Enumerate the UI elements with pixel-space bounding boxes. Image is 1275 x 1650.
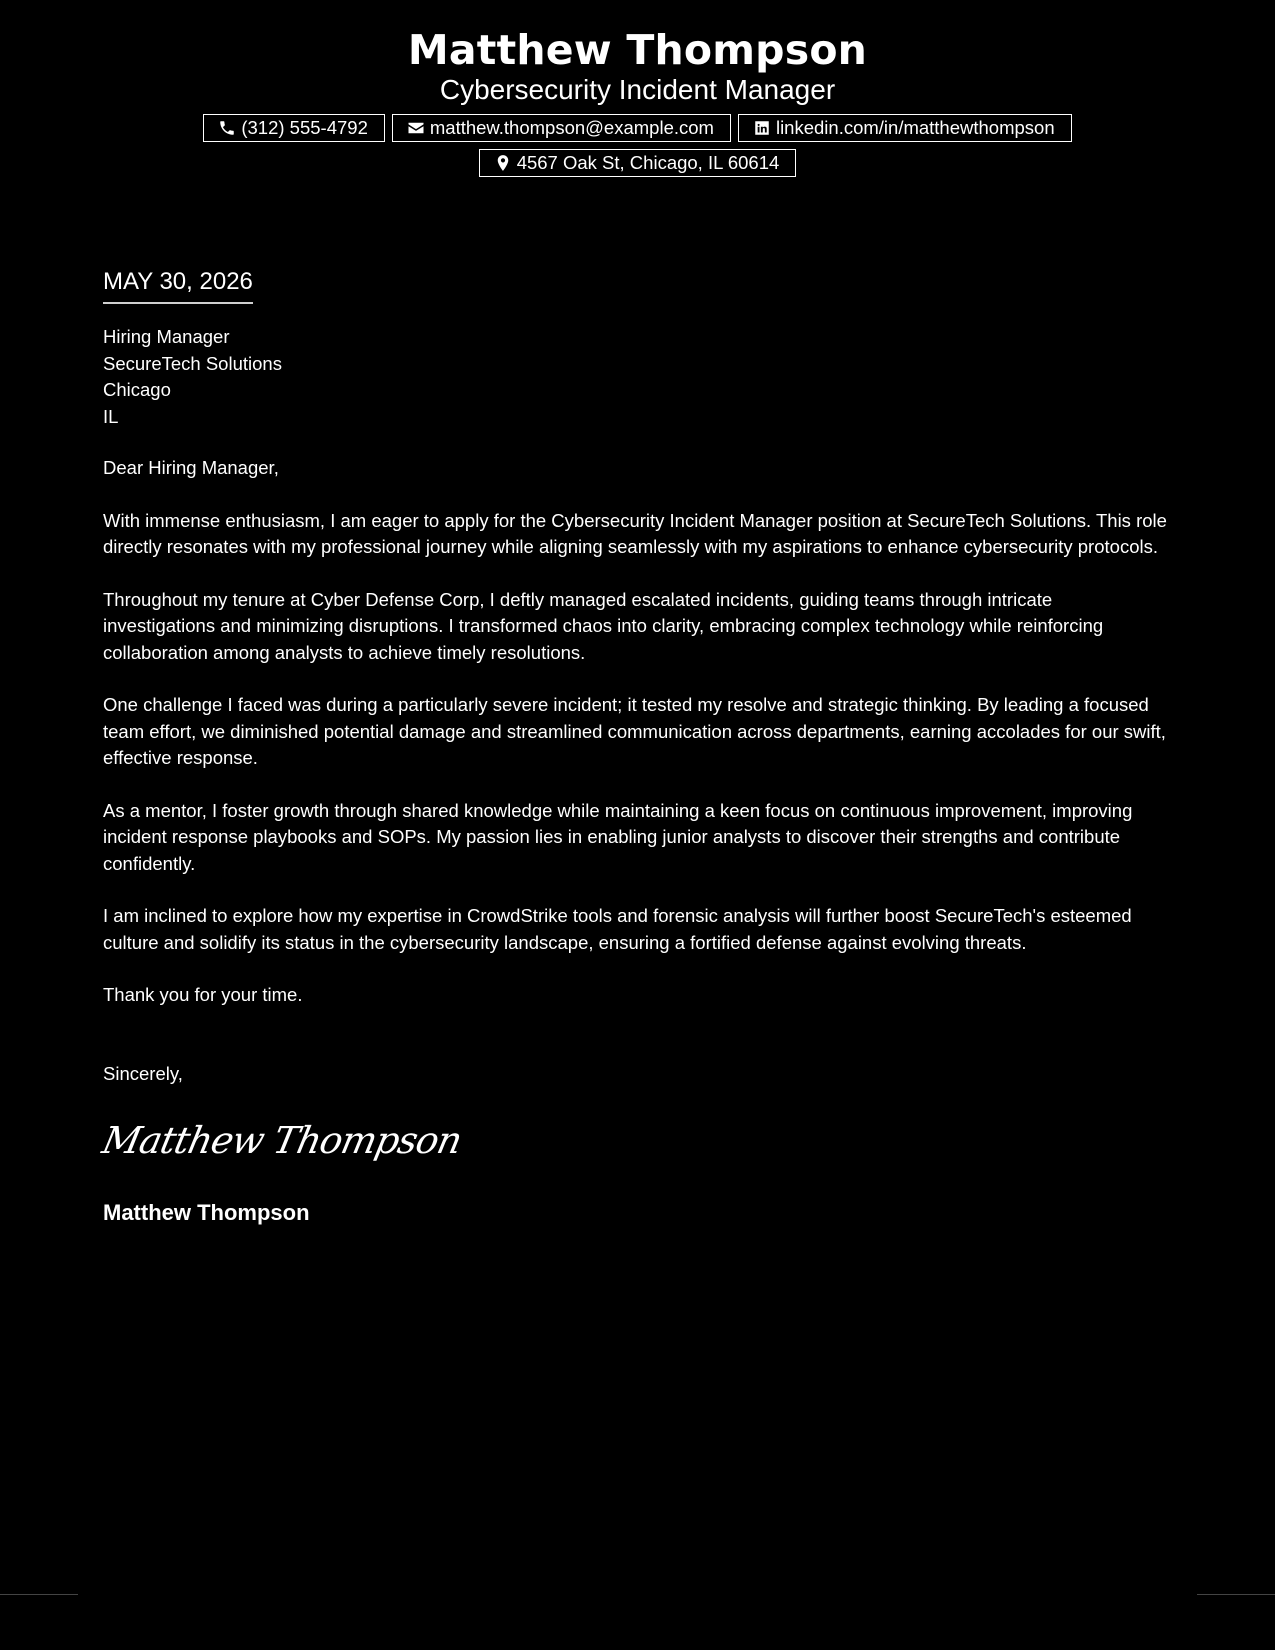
recipient-line: Chicago bbox=[103, 379, 171, 400]
recipient-line: Hiring Manager bbox=[103, 326, 230, 347]
applicant-name: Matthew Thompson bbox=[407, 26, 868, 74]
letter-body bbox=[98, 266, 1168, 1227]
contact-row-primary bbox=[0, 114, 1275, 142]
linkedin-icon bbox=[753, 119, 771, 137]
signed-name: Matthew Thompson bbox=[103, 1200, 310, 1225]
body-paragraph: As a mentor, I foster growth through shared knowledge while maintaining a keen focus on continuous improvement, improving incident response playbooks and SOPs. My passion lies in enabling junior analysts to discover their strengths and contribute confidently. bbox=[103, 799, 1133, 874]
thank-you-line: Thank you for your time. bbox=[103, 984, 303, 1005]
body-paragraph: With immense enthusiasm, I am eager to apply for the Cybersecurity Incident Manager position at SecureTech Solutions. This role directly resonates with my professional journey while aligning seamlessly with my aspirations to enhance cybersecurity protocols. bbox=[103, 509, 1167, 557]
recipient-line: SecureTech Solutions bbox=[103, 352, 282, 374]
letter-header bbox=[0, 24, 1275, 177]
linkedin-chip[interactable] bbox=[738, 114, 1072, 142]
phone-text: (312) 555-4792 bbox=[241, 117, 368, 138]
email-chip[interactable] bbox=[392, 114, 731, 142]
phone-chip[interactable] bbox=[203, 114, 385, 142]
letter-date: MAY 30, 2026 bbox=[103, 266, 253, 304]
footer-divider-left bbox=[0, 1594, 78, 1595]
envelope-icon bbox=[407, 119, 425, 137]
email-text: matthew.thompson@example.com bbox=[429, 117, 714, 138]
signature-script: Matthew Thompson bbox=[98, 1119, 466, 1162]
map-pin-icon bbox=[494, 154, 512, 172]
applicant-title: Cybersecurity Incident Manager bbox=[439, 74, 836, 105]
body-paragraph: Throughout my tenure at Cyber Defense Corp, I deftly managed escalated incidents, guiding teams through intricate investigations and minimizing disruptions. I transformed chaos into clarity, embracing complex technology while reinforcing collaboration among analysts to achieve timely resolutions. bbox=[103, 588, 1104, 663]
body-paragraph: I am inclined to explore how my expertise in CrowdStrike tools and forensic analysis will further boost SecureTech's esteemed culture and solidify its status in the cybersecurity landscape, ensuring a fortified defense against evolving threats. bbox=[103, 905, 1132, 953]
recipient-line: IL bbox=[103, 405, 119, 427]
address-chip[interactable] bbox=[479, 149, 797, 177]
recipient-block bbox=[103, 324, 1168, 430]
phone-icon bbox=[218, 119, 236, 137]
linkedin-text: linkedin.com/in/matthewthompson bbox=[775, 117, 1055, 138]
salutation: Dear Hiring Manager, bbox=[103, 457, 279, 478]
contact-row-secondary bbox=[0, 149, 1275, 177]
address-text: 4567 Oak St, Chicago, IL 60614 bbox=[516, 152, 780, 173]
footer-divider-right bbox=[1197, 1594, 1275, 1595]
body-paragraph: One challenge I faced was during a particularly severe incident; it tested my resolve and strategic thinking. By leading a focused team effort, we diminished potential damage and streamlined communication across departments, earning accolades for our swift, effective response. bbox=[103, 694, 1166, 768]
signature-image bbox=[98, 1117, 466, 1165]
closing: Sincerely, bbox=[103, 1062, 183, 1084]
